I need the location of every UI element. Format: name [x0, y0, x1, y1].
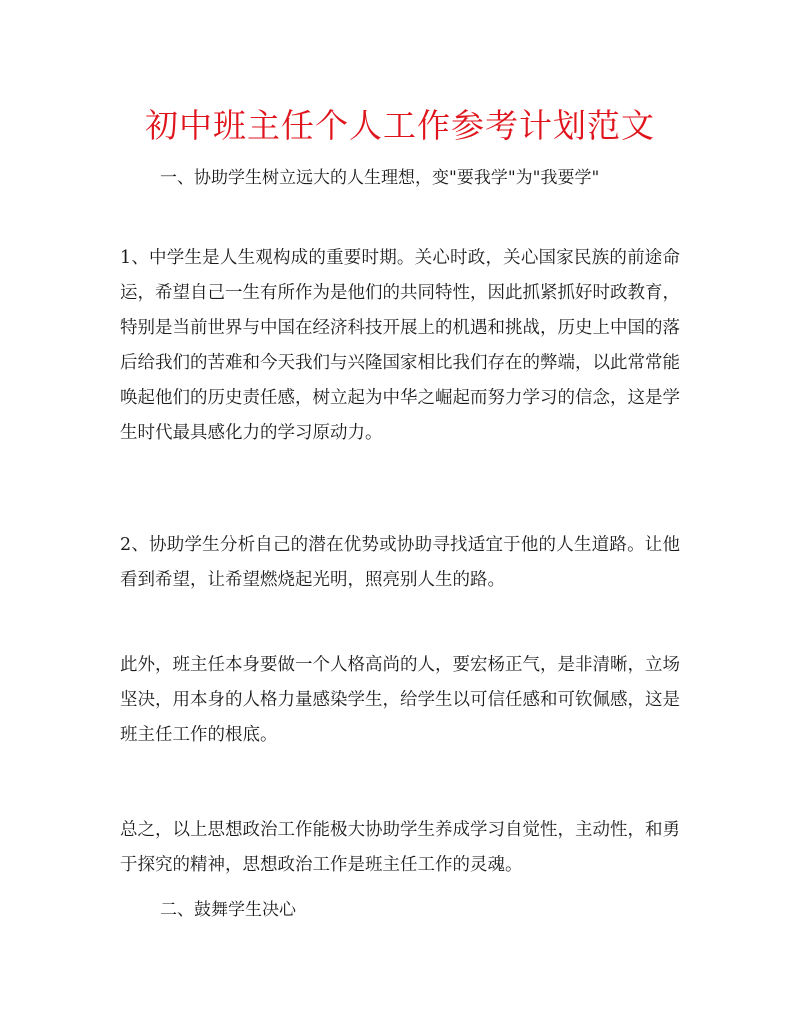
paragraph-2: 2、协助学生分析自己的潜在优势或协助寻找适宜于他的人生道路。让他看到希望，让希望燃烧起光明，照亮别人生的路。 — [120, 535, 680, 590]
paragraph-4: 总之，以上思想政治工作能极大协助学生养成学习自觉性，主动性，和勇于探究的精神，思想政治工作是班主任工作的灵魂。 — [120, 820, 680, 875]
paragraph-3: 此外，班主任本身要做一个人格高尚的人，要宏杨正气，是非清晰，立场坚决，用本身的人格力量感染学生，给学生以可信任感和可钦佩感，这是班主任工作的根底。 — [120, 655, 680, 745]
paragraph-1: 1、中学生是人生观构成的重要时期。关心时政，关心国家民族的前途命运，希望自己一生有所作为是他们的共同特性，因此抓紧抓好时政教育，特别是当前世界与中国在经济科技开展上的机遇和挑战，历史上中国的落后给我们的苦难和今天我们与兴隆国家相比我们存在的弊端，以此常常能唤起他们的历史责任感，树立起为中华之崛起而努力学习的信念，这是学生时代最具感化力的学习原动力。 — [120, 248, 680, 443]
document-title: 初中班主任个人工作参考计划范文 — [145, 106, 655, 145]
section-heading-1: 一、协助学生树立远大的人生理想，变"要我学"为"我要学" — [160, 168, 600, 188]
section-heading-2: 二、鼓舞学生决心 — [160, 900, 296, 920]
